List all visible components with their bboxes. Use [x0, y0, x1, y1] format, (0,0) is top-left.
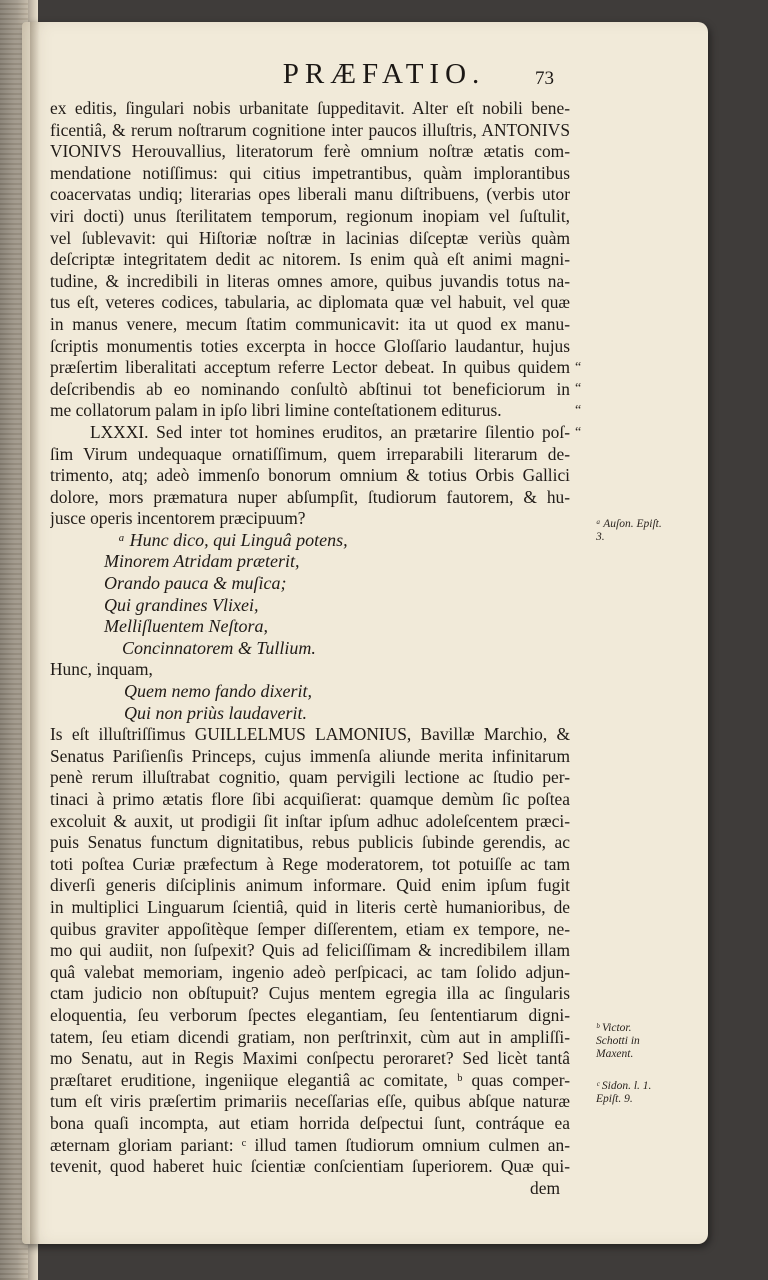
paragraph-start: LXXXI. Sed inter tot homines eruditos, an prætarire ſilentio poſ- — [90, 421, 570, 442]
text-line: mo qui audiit, non ſuſpexit? Quis ad feliciſſimam & incredibilem illam — [50, 940, 570, 961]
text-line: in multiplici Linguarum ſcientiâ, quid in literis certè humanioribus, de — [50, 896, 570, 917]
verse-line: Orando pauca & muſica; — [104, 573, 287, 594]
text-line: tevenit, quod haberet huic ſcientiæ conſcientiam ſuperiorem. Quæ qui- — [50, 1156, 570, 1177]
text-line: mendatione notiſſimus: qui citius impetrantibus, quàm implorantibus — [50, 162, 570, 183]
text-line: jusce operis incentorem præcipuum? — [50, 508, 306, 529]
text-line: ficentiâ, & rerum noſtrarum cognitione inter paucos illuſtris, ANTONIVS — [50, 119, 570, 140]
verse-line: ᵃ Hunc dico, qui Linguâ potens, — [118, 529, 348, 550]
verse-line: Qui grandines Vlixei, — [104, 594, 259, 615]
verse-line: Melliſluentem Neſtora, — [104, 616, 268, 637]
running-header — [0, 56, 768, 96]
margin-note-c: ᶜ Sidon. l. 1. Epiſt. 9. — [596, 1080, 652, 1105]
text-line: Is eſt illuſtriſſimus GUILLELMUS LAMONIUS, Bavillæ Marchio, & — [50, 724, 570, 745]
catchword: dem — [530, 1177, 560, 1198]
text-line: excoluit & auxit, ut prodigii ſit inſtar ipſum adhuc adoleſcentem præci- — [50, 810, 570, 831]
text-line: quâ valebat memoriam, ingenio adeò perſpicaci, ac tam ſolido adjun- — [50, 961, 570, 982]
quote-mark: “ — [575, 425, 582, 440]
text-line: VIONIVS Herouvallius, literatorum ferè omnium noſtræ ætatis com- — [50, 141, 570, 162]
text-line: coacervatas undiq; literarias opes liberali manu diſtribuens, (verbis utor — [50, 184, 570, 205]
text-line: ſcriptis monumentis toties excerpta in hocce Gloſſario laudantur, hujus — [50, 335, 570, 356]
verse-line: Concinnatorem & Tullium. — [122, 637, 316, 658]
text-line: viri docti) unus ſterilitatem temporum, regionum inopiam vel ſuſtulit, — [50, 205, 570, 226]
text-line: toti poſtea Curiæ præfectum à Rege moderatorem, tot potuiſſe ac tam — [50, 853, 570, 874]
text-line: deſcriptæ integritatem dedit ac nitorem. Is enim quà eſt animi magni- — [50, 249, 570, 270]
verse-line: Minorem Atridam præterit, — [104, 551, 300, 572]
text-line: Senatus Pariſienſis Princeps, cujus immenſa aliunde merita infinitarum — [50, 745, 570, 766]
text-line: tudine, & incredibili in literas omnes amore, quibus juvandis totus na- — [50, 270, 570, 291]
text-line: trimento, atq; adeò immenſo bonorum omnium & totius Orbis Gallici — [50, 465, 570, 486]
margin-note-a: ᵃ Auſon. Epiſt. 3. — [596, 518, 662, 543]
text-line: dolore, mors præmatura nuper abſumpſit, ſtudiorum fautorem, & hu- — [50, 486, 570, 507]
page-crease — [30, 22, 40, 1244]
text-line: quibus graviter appoſitèque ſemper diſſerentem, etiam ex tempore, ne- — [50, 918, 570, 939]
text-line: deſcribendis ab eo nominando conſultò abſtinui tot beneficiorum in — [50, 378, 570, 399]
text-line: eloquentia, ſeu verborum ſpectes elegantiam, ſeu ſententiarum digni- — [50, 1004, 570, 1025]
text-line: Hunc, inquam, — [50, 659, 153, 680]
text-body — [50, 98, 570, 1199]
text-line: tinaci à primo ætatis flore ſibi acquiſierat: quamque demùm ſic poſtea — [50, 789, 570, 809]
text-line: me collatorum palam in ipſo libri limine conteſtationem editurus. — [50, 400, 502, 421]
quote-mark: “ — [575, 403, 582, 418]
text-line: vel ſublevavit: qui Hiſtoriæ noſtræ in lacinias diſceptæ veriùs quàm — [50, 227, 570, 248]
text-line: diverſi generis diſciplinis animum informare. Quid enim ipſum fugit — [50, 875, 570, 896]
quote-mark: “ — [575, 360, 582, 375]
text-line: æternam gloriam pariant: ᶜ illud tamen ſtudiorum omnium culmen an- — [50, 1134, 570, 1155]
text-line: ctam judicio non obſtupuit? Cujus mentem egregia illa ac ſingularis — [50, 983, 570, 1004]
verse-line: Quem nemo fando dixerit, — [124, 681, 312, 702]
text-line: puis Senatus functum dignitatibus, rebus publicis ſubinde gerendis, ac — [50, 832, 570, 853]
text-line: mo Senatu, aut in Regis Maximi conſpectu peroraret? Sed licèt tantâ — [50, 1048, 570, 1069]
verse-line: Qui non priùs laudaverit. — [124, 702, 307, 723]
text-line: tum eſt viris præſertim primariis neceſſarias eſſe, quibus abſque naturæ — [50, 1091, 570, 1112]
text-line: præſertim liberalitati acceptum referre Lector debeat. In quibus quidem — [50, 357, 570, 378]
text-line: tatem, ſeu etiam dicendi gratiam, non perſtrinxit, cùm aut in ampliſſi- — [50, 1026, 570, 1047]
page-number: 73 — [535, 68, 554, 89]
text-line: tus eſt, veteres codices, tabularia, ac diplomata quæ vel habuit, vel quæ — [50, 292, 570, 313]
text-line: bona quaſi incompta, aut etiam horrida deſpectui ſunt, contráque ea — [50, 1112, 570, 1133]
text-line: præſtaret eruditione, ingeniique elegantiâ ac comitate, ᵇ quas comper- — [50, 1069, 570, 1090]
margin-note-b: ᵇ Victor. Schotti in Maxent. — [596, 1022, 640, 1060]
text-line: in manus venere, mecum ſtatim communicavit: ita ut quod ex manu- — [50, 313, 570, 334]
text-line: ſim Virum undequaque ornatiſſimum, quem irreparabili literarum de- — [50, 443, 570, 464]
text-line: penè rerum illuſtrabat cognitio, quam pervigili lectione ac ſtudio per- — [50, 767, 570, 788]
header-title: PRÆFATIO. — [282, 58, 486, 90]
quote-mark: “ — [575, 381, 582, 396]
text-line: ex editis, ſingulari nobis urbanitate ſuppeditavit. Alter eſt nobili bene- — [50, 98, 570, 118]
